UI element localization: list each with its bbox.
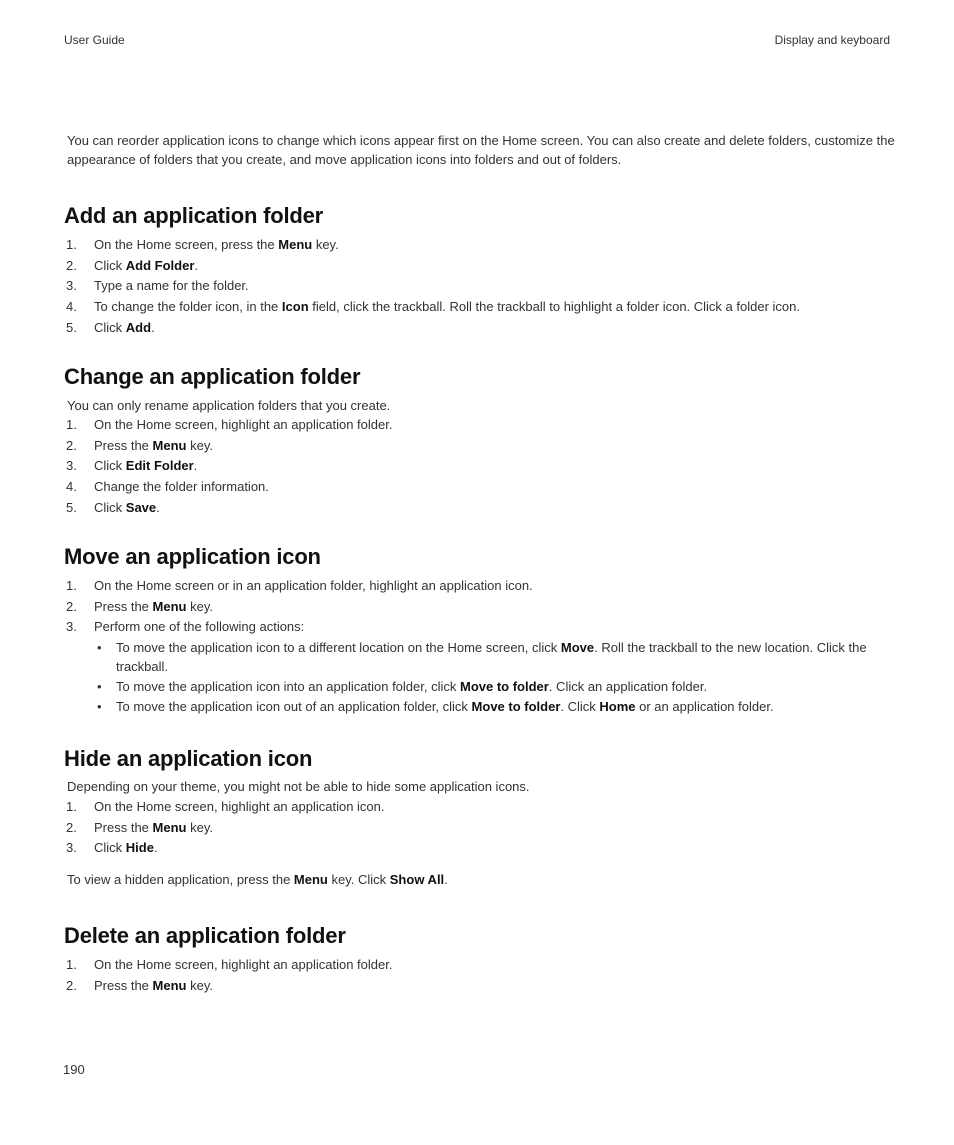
steps-add-folder <box>66 235 896 339</box>
step: 2. Click Add Folder. <box>66 257 199 273</box>
header-chapter-title: Display and keyboard <box>774 33 890 47</box>
step: 5. Click Save. <box>66 499 160 515</box>
section-title-hide-icon: Hide an application icon <box>64 746 313 771</box>
step: 4. Change the folder information. <box>66 479 269 495</box>
step: 2. Press the Menu key. <box>66 977 213 993</box>
step: 3. Perform one of the following actions: • To move the application icon to a different location on the Home screen, click Move. Roll the trackball to the new location. Click the trackball. • To move the application icon into an application folder, click Move to folder. Click an application folder. • To move the application icon out of an application folder, click Move to folder. Click Home or an application folder. <box>66 617 896 716</box>
step: 2. Press the Menu key. <box>66 437 213 453</box>
section-title-change-folder: Change an application folder <box>64 364 361 389</box>
steps-change-folder <box>66 415 896 519</box>
step: 1. On the Home screen, highlight an application icon. <box>66 799 385 814</box>
steps-delete-folder <box>66 955 896 996</box>
action-options <box>94 638 896 716</box>
steps-hide-icon <box>66 797 896 859</box>
list-item: • To move the application icon into an application folder, click Move to folder. Click an application folder. <box>97 679 708 695</box>
step: 4. To change the folder icon, in the Icon field, click the trackball. Roll the trackball to highlight a folder icon. Click a folder icon. <box>66 299 800 315</box>
hidden-app-tip: To view a hidden application, press the Menu key. Click Show All. <box>67 872 448 887</box>
section-title-delete-folder: Delete an application folder <box>64 923 346 948</box>
steps-move-icon <box>66 576 896 717</box>
page-number: 190 <box>63 1062 85 1077</box>
section-note-hide-icon: Depending on your theme, you might not be able to hide some application icons. <box>67 779 530 794</box>
step: 3. Click Hide. <box>66 840 158 856</box>
step: 2. Press the Menu key. <box>66 598 213 614</box>
section-note-change-folder: You can only rename application folders that you create. <box>67 398 391 413</box>
step: 1. On the Home screen or in an application folder, highlight an application icon. <box>66 578 533 593</box>
section-title-move-icon: Move an application icon <box>64 544 321 569</box>
step: 1. On the Home screen, highlight an application folder. <box>66 417 393 432</box>
step: 3. Click Edit Folder. <box>66 458 198 474</box>
step: 5. Click Add. <box>66 319 155 335</box>
step: 2. Press the Menu key. <box>66 819 213 835</box>
intro-paragraph: You can reorder application icons to change which icons appear first on the Home screen. You can also create and delete folders, customize the appearance of folders that you create, and move application icons into folders and out of folders. <box>67 133 895 167</box>
header-doc-title: User Guide <box>64 33 125 47</box>
step: 3. Type a name for the folder. <box>66 278 249 294</box>
list-item: • To move the application icon out of an application folder, click Move to folder. Click Home or an application folder. <box>97 699 774 715</box>
list-item: • To move the application icon to a different location on the Home screen, click Move. Roll the trackball to the new location. Click the trackball. <box>97 640 867 675</box>
section-title-add-folder: Add an application folder <box>64 203 324 228</box>
step: 1. On the Home screen, press the Menu key. <box>66 237 339 252</box>
step: 1. On the Home screen, highlight an application folder. <box>66 957 393 972</box>
